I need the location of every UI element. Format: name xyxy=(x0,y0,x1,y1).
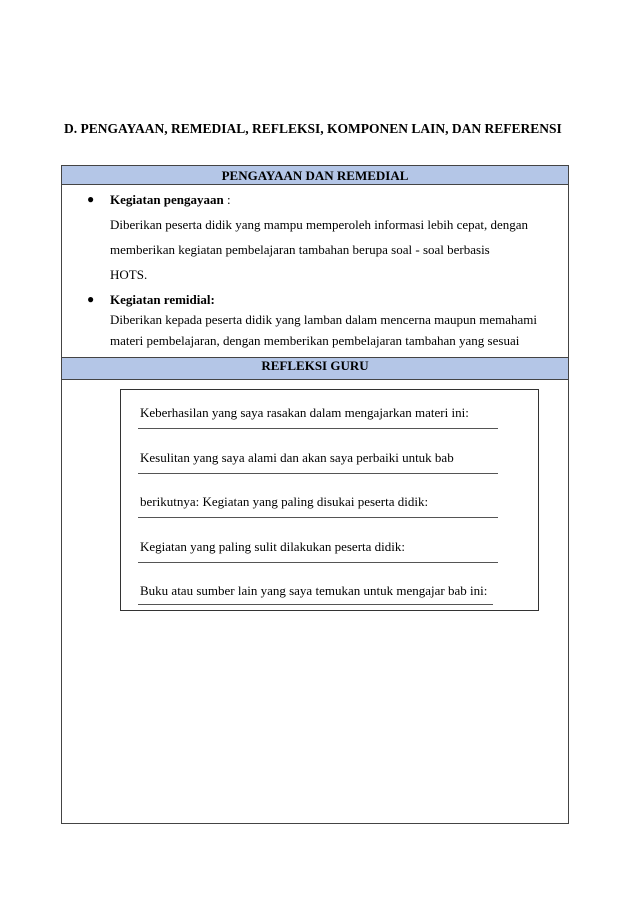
answer-line[interactable] xyxy=(138,473,498,474)
reflection-prompt: berikutnya: Kegiatan yang paling disukai peserta didik: xyxy=(140,494,429,509)
item-text-line: HOTS. xyxy=(110,267,148,282)
answer-line[interactable] xyxy=(138,562,498,563)
reflection-prompt: Kesulitan yang saya alami dan akan saya perbaiki untuk bab xyxy=(140,450,454,465)
item-text-line: memberikan kegiatan pembelajaran tambahan berupa soal - soal berbasis xyxy=(110,242,490,257)
reflection-prompt: Kegiatan yang paling sulit dilakukan peserta didik: xyxy=(140,539,405,554)
item-text-line: Diberikan peserta didik yang mampu memperoleh informasi lebih cepat, dengan xyxy=(110,217,529,232)
reflection-box xyxy=(120,389,539,611)
pengayaan-remedial-header: PENGAYAAN DAN REMEDIAL xyxy=(62,166,568,185)
reflection-prompt: Buku atau sumber lain yang saya temukan untuk mengajar bab ini: xyxy=(140,583,488,598)
item-text-line: Diberikan kepada peserta didik yang lamban dalam mencerna maupun memahami xyxy=(110,312,538,327)
bullet-icon: ● xyxy=(87,192,95,206)
item-label-line xyxy=(110,192,231,208)
answer-line[interactable] xyxy=(138,517,498,518)
item-label: Kegiatan pengayaan xyxy=(110,192,224,207)
item-label-suffix: : xyxy=(223,192,231,207)
item-label: Kegiatan remidial: xyxy=(110,292,215,307)
item-label-line xyxy=(110,292,215,308)
item-text-line: materi pembelajaran, dengan memberikan pembelajaran tambahan yang sesuai xyxy=(110,333,520,348)
bullet-icon: ● xyxy=(87,292,95,306)
answer-line[interactable] xyxy=(138,428,498,429)
pengayaan-remedial-body xyxy=(62,185,568,357)
reflection-prompt: Keberhasilan yang saya rasakan dalam mengajarkan materi ini: xyxy=(140,405,469,420)
section-heading: D. PENGAYAAN, REMEDIAL, REFLEKSI, KOMPONEN LAIN, DAN REFERENSI xyxy=(64,121,562,136)
answer-line[interactable] xyxy=(138,604,493,605)
refleksi-guru-header: REFLEKSI GURU xyxy=(62,357,568,380)
content-table xyxy=(61,165,569,824)
